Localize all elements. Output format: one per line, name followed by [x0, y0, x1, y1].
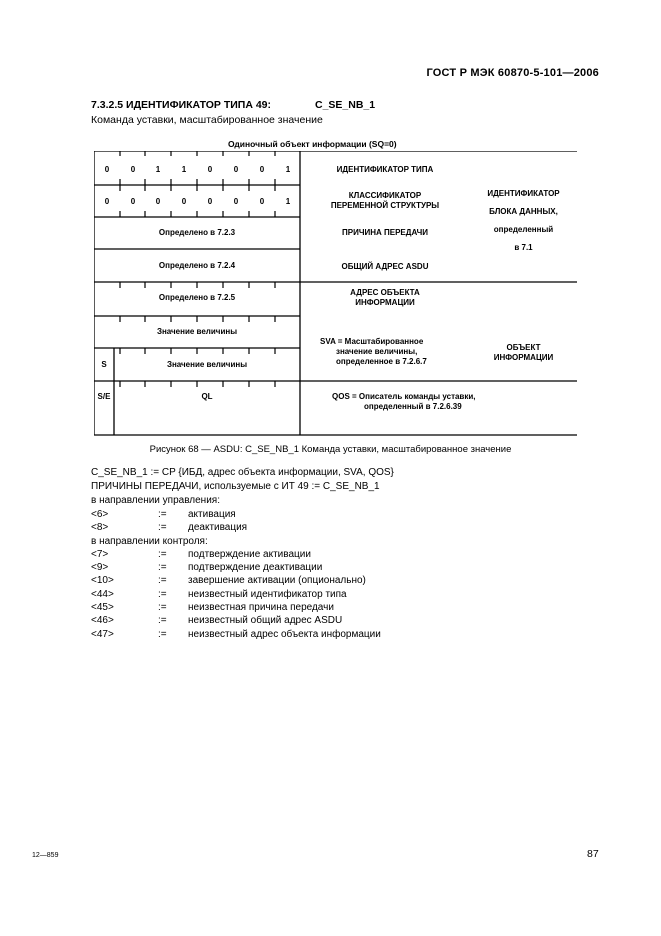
figure-caption: Рисунок 68 — ASDU: C_SE_NB_1 Команда уставки, масштабированное значение: [149, 444, 512, 455]
vsq-label: [300, 191, 470, 211]
cot-meaning: деактивация: [188, 522, 248, 533]
ioa-label: [300, 288, 470, 308]
page-number: 87: [587, 848, 599, 860]
bit-cell: 0: [130, 197, 136, 206]
dui-line: БЛОКА ДАННЫХ,: [489, 207, 558, 216]
bit-cell: 0: [207, 197, 213, 206]
assign-symbol: :=: [158, 615, 167, 626]
bit-cell: 1: [285, 165, 291, 174]
definition-line: C_SE_NB_1 := CP {ИБД, адрес объекта информации, SVA, QOS}: [91, 467, 394, 478]
cot-line: ПРИЧИНЫ ПЕРЕДАЧИ, используемые с ИТ 49 := C_SE_NB_1: [91, 481, 380, 492]
control-direction-heading: в направлении управления:: [91, 495, 220, 506]
section-title: [91, 99, 376, 111]
cot-meaning: неизвестный адрес объекта информации: [188, 629, 381, 640]
dui-line: в 7.1: [514, 243, 533, 252]
data-unit-identifier-label: [470, 185, 577, 257]
bit-cell: 0: [207, 165, 213, 174]
assign-symbol: :=: [158, 562, 167, 573]
list-item: [0, 509, 661, 523]
cot-code: <7>: [91, 549, 109, 560]
bit-cell: 1: [285, 197, 291, 206]
list-item: [0, 549, 661, 563]
list-item: [0, 629, 661, 643]
list-item: [0, 562, 661, 576]
value-high-byte: Значение величины: [166, 360, 248, 369]
section-type-name: C_SE_NB_1: [315, 99, 376, 111]
vsq-label-line: КЛАССИФИКАТОР: [348, 191, 422, 200]
sign-bit: S: [101, 360, 107, 369]
ql-field: QL: [201, 392, 213, 401]
cot-meaning: неизвестная причина передачи: [188, 602, 334, 613]
common-address-definition: Определено в 7.2.4: [158, 261, 236, 270]
cot-meaning: завершение активации (опционально): [188, 575, 366, 586]
bit-cell: 0: [104, 165, 110, 174]
assign-symbol: :=: [158, 509, 167, 520]
list-item: [0, 522, 661, 536]
cot-meaning: неизвестный общий адрес ASDU: [188, 615, 343, 626]
sva-line: SVA = Масштабированное: [320, 337, 424, 346]
cot-definition: Определено в 7.2.3: [158, 228, 236, 237]
assign-symbol: :=: [158, 575, 167, 586]
cot-code: <44>: [91, 589, 114, 600]
assign-symbol: :=: [158, 522, 167, 533]
qos-description: [332, 392, 476, 412]
assign-symbol: :=: [158, 549, 167, 560]
cot-meaning: подтверждение деактивации: [188, 562, 323, 573]
asdu-figure: [94, 151, 577, 436]
assign-symbol: :=: [158, 629, 167, 640]
cot-code: <10>: [91, 575, 114, 586]
cot-code: <9>: [91, 562, 109, 573]
bit-cell: 0: [181, 197, 187, 206]
list-item: [0, 602, 661, 616]
type-id-label: ИДЕНТИФИКАТОР ТИПА: [336, 165, 434, 174]
list-item: [0, 589, 661, 603]
obj-line: ИНФОРМАЦИИ: [493, 353, 554, 362]
vsq-label-line: ПЕРЕМЕННОЙ СТРУКТУРЫ: [330, 201, 440, 210]
information-object-label: [470, 343, 577, 363]
bit-cell: 0: [259, 165, 265, 174]
cot-meaning: активация: [188, 509, 236, 520]
sva-description: [320, 337, 427, 367]
monitor-direction-heading: в направлении контроля:: [91, 536, 208, 547]
bit-cell: 0: [104, 197, 110, 206]
sva-line: значение величины,: [336, 347, 418, 356]
list-item: [0, 615, 661, 629]
obj-line: ОБЪЕКТ: [506, 343, 541, 352]
cot-code: <8>: [91, 522, 109, 533]
dui-line: ИДЕНТИФИКАТОР: [487, 189, 560, 198]
bit-cell: 0: [130, 165, 136, 174]
bit-cell: 0: [259, 197, 265, 206]
cot-code: <47>: [91, 629, 114, 640]
list-item: [0, 575, 661, 589]
ioa-label-line: ИНФОРМАЦИИ: [355, 298, 415, 307]
cot-code: <45>: [91, 602, 114, 613]
bit-cell: 1: [155, 165, 161, 174]
bit-cell: 1: [181, 165, 187, 174]
qos-line: QOS = Описатель команды уставки,: [332, 392, 476, 401]
cot-meaning: подтверждение активации: [188, 549, 311, 560]
figure-title: Одиночный объект информации (SQ=0): [228, 139, 397, 149]
common-address-label: ОБЩИЙ АДРЕС ASDU: [341, 262, 429, 271]
bit-cell: 0: [233, 197, 239, 206]
bit-cell: 0: [233, 165, 239, 174]
ioa-definition: Определено в 7.2.5: [158, 293, 236, 302]
section-title-text: 7.3.2.5 ИДЕНТИФИКАТОР ТИПА 49:: [91, 99, 272, 111]
assign-symbol: :=: [158, 602, 167, 613]
cot-label: ПРИЧИНА ПЕРЕДАЧИ: [342, 228, 428, 237]
cot-meaning: неизвестный идентификатор типа: [188, 589, 347, 600]
cot-code: <46>: [91, 615, 114, 626]
section-subtitle: Команда уставки, масштабированное значение: [91, 114, 323, 126]
dui-line: определенный: [493, 225, 554, 234]
se-bit: S/E: [97, 392, 111, 401]
qos-line: определенный в 7.2.6.39: [364, 402, 462, 411]
standard-header: ГОСТ Р МЭК 60870-5-101—2006: [426, 67, 599, 79]
print-code: 12—859: [32, 852, 59, 859]
ioa-label-line: АДРЕС ОБЪЕКТА: [350, 288, 420, 297]
bit-cell: 0: [155, 197, 161, 206]
sva-line: определенное в 7.2.6.7: [336, 357, 427, 366]
value-low-byte: Значение величины: [156, 327, 238, 336]
assign-symbol: :=: [158, 589, 167, 600]
cot-code: <6>: [91, 509, 109, 520]
